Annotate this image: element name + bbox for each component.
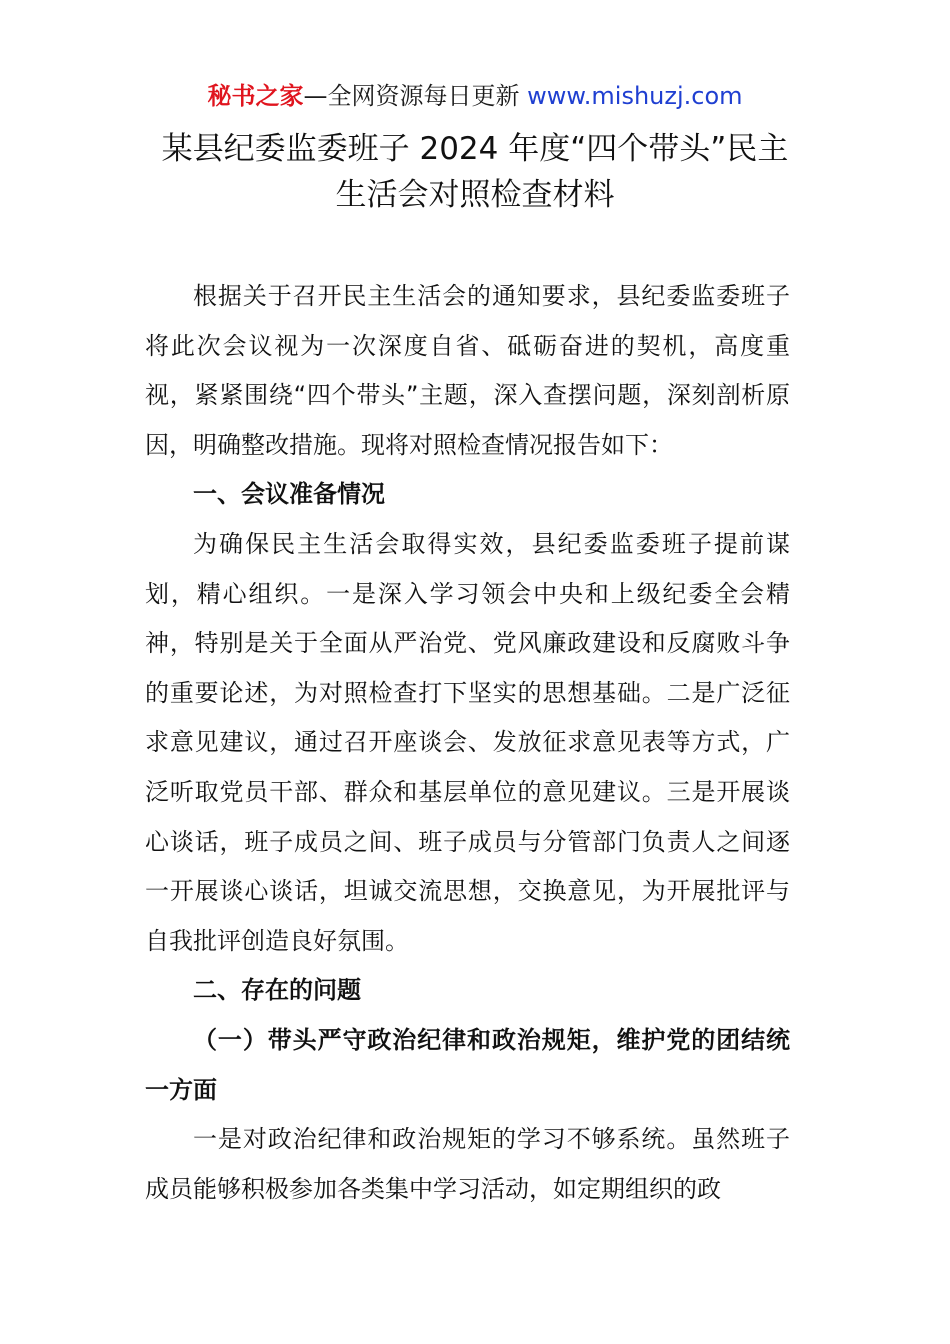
subsection-1-paragraph: 一是对政治纪律和政治规矩的学习不够系统。虽然班子成员能够积极参加各类集中学习活动，如定期组织的政 bbox=[145, 1125, 790, 1203]
watermark-url[interactable]: www.mishuzj.com bbox=[527, 82, 743, 110]
section-2-heading: 二、存在的问题 bbox=[193, 976, 361, 1005]
title-line-1: 某县纪委监委班子 2024 年度“四个带头”民主 bbox=[161, 131, 789, 167]
title-line-2: 生活会对照检查材料 bbox=[335, 177, 615, 213]
watermark-tagline: —全网资源每日更新 bbox=[303, 82, 528, 110]
watermark-banner bbox=[0, 80, 950, 112]
document-title bbox=[90, 126, 860, 218]
document-body bbox=[145, 272, 790, 1214]
watermark-brand: 秘书之家 bbox=[207, 82, 304, 110]
subsection-1-heading: （一）带头严守政治纪律和政治规矩，维护党的团结统一方面 bbox=[145, 1025, 790, 1104]
section-1-paragraph: 为确保民主生活会取得实效，县纪委监委班子提前谋划，精心组织。一是深入学习领会中央和上级纪委全会精神，特别是关于全面从严治党、党风廉政建设和反腐败斗争的重要论述，为对照检查打下坚实的思想基础。二是广泛征求意见建议，通过召开座谈会、发放征求意见表等方式，广泛听取党员干部、群众和基层单位的意见建议。三是开展谈心谈话，班子成员之间、班子成员与分管部门负责人之间逐一开展谈心谈话，坦诚交流思想，交换意见，为开展批评与自我批评创造良好氛围。 bbox=[145, 529, 790, 955]
intro-paragraph: 根据关于召开民主生活会的通知要求，县纪委监委班子将此次会议视为一次深度自省、砥砺奋进的契机，高度重视，紧紧围绕“四个带头”主题，深入查摆问题，深刻剖析原因，明确整改措施。现将对照检查情况报告如下： bbox=[145, 282, 790, 459]
section-1-heading: 一、会议准备情况 bbox=[193, 480, 385, 509]
